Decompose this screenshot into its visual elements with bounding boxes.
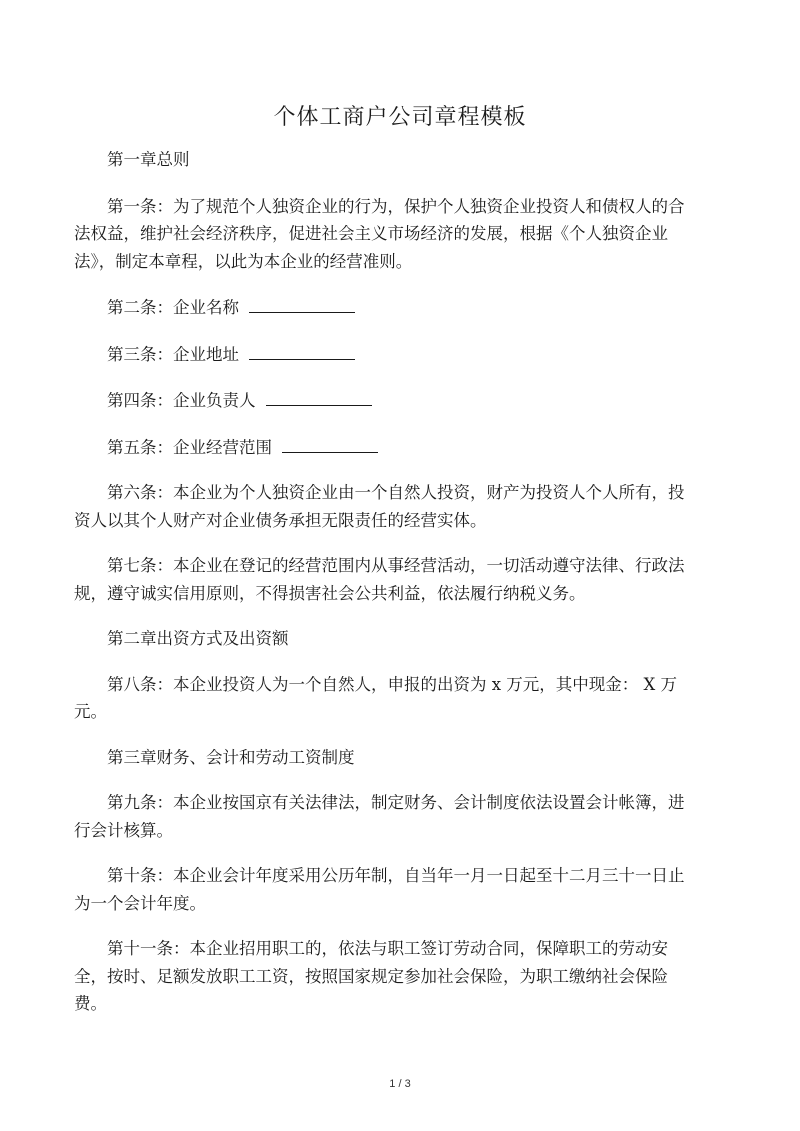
business-scope-blank[interactable] (282, 434, 378, 453)
article-10: 第十条：本企业会计年度采用公历年制，自当年一月一日起至十二月三十一日止为一个会计年度。 (74, 866, 685, 913)
document-body (74, 146, 694, 1018)
article-8: 第八条：本企业投资人为一个自然人，申报的出资为 x 万元，其中现金： X 万元。 (74, 674, 678, 721)
article-11: 第十一条：本企业招用职工的，依法与职工签订劳动合同，保障职工的劳动安全，按时、足额发放职工工资，按照国家规定参加社会保险，为职工缴纳社会保险费。 (74, 939, 668, 1013)
page-number: 1 / 3 (389, 1078, 411, 1090)
article-4 (74, 387, 694, 415)
article-3 (74, 341, 694, 369)
article-2 (74, 294, 694, 322)
article-6: 第六条：本企业为个人独资企业由一个自然人投资，财产为投资人个人所有，投资人以其个人财产对企业债务承担无限责任的经营实体。 (74, 483, 685, 530)
document-title: 个体工商户公司章程模板 (273, 105, 527, 130)
chapter-1-heading: 第一章总则 (107, 150, 190, 169)
article-1: 第一条：为了规范个人独资企业的行为，保护个人独资企业投资人和债权人的合法权益，维护社会经济秩序，促进社会主义市场经济的发展，根据《个人独资企业法》，制定本章程，以此为本企业的经营准则。 (74, 196, 685, 271)
article-3-label: 第三条：企业地址 (107, 344, 239, 364)
company-address-blank[interactable] (249, 341, 355, 360)
article-4-label: 第四条：企业负责人 (107, 391, 256, 410)
chapter-2-heading: 第二章出资方式及出资额 (107, 629, 289, 648)
article-7: 第七条：本企业在登记的经营范围内从事经营活动，一切活动遵守法律、行政法规，遵守诚实信用原则，不得损害社会公共利益，依法履行纳税义务。 (74, 556, 685, 603)
chapter-3-heading: 第三章财务、会计和劳动工资制度 (107, 747, 355, 767)
company-name-blank[interactable] (249, 294, 355, 313)
article-5-label: 第五条：企业经营范围 (107, 437, 272, 457)
article-9: 第九条：本企业按国京有关法律法，制定财务、会计制度依法设置会计帐簿，进行会计核算。 (74, 793, 685, 840)
responsible-person-blank[interactable] (266, 387, 372, 406)
article-2-label: 第二条：企业名称 (107, 298, 239, 317)
article-5 (74, 434, 694, 462)
